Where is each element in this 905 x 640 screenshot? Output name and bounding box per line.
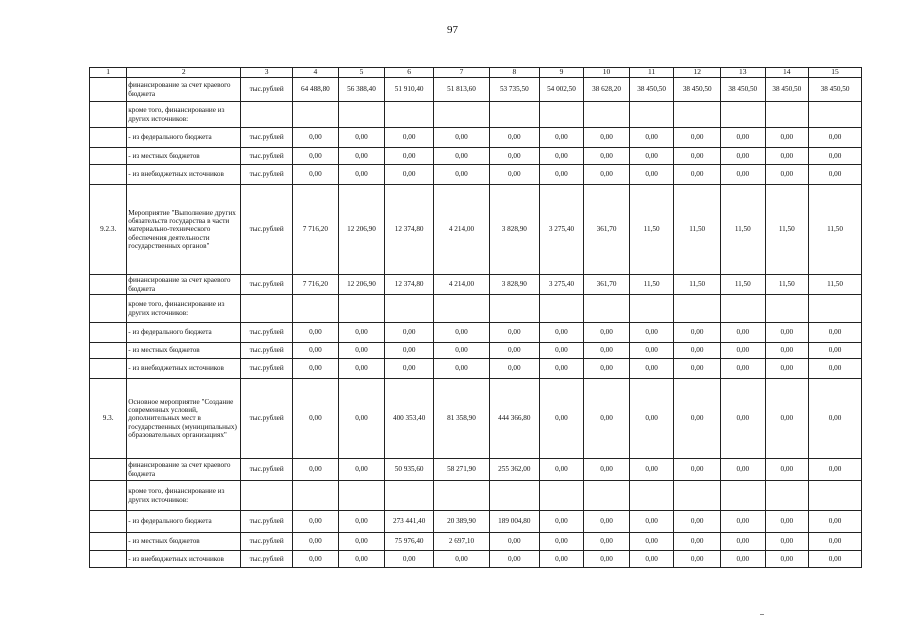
value-cell <box>809 295 862 323</box>
unit-cell: тыс.рублей <box>241 78 293 102</box>
item-name-cell: - из местных бюджетов <box>127 148 241 165</box>
value-cell: 11,50 <box>629 275 674 295</box>
value-cell: 11,50 <box>809 185 862 275</box>
value-cell: 0,00 <box>629 379 674 459</box>
item-name-cell: Мероприятие "Выполнение других обязательств государства в части материально-технического обеспечения деятельности государственных органов" <box>127 185 241 275</box>
value-cell: 38 450,50 <box>809 78 862 102</box>
item-number-cell <box>90 459 127 481</box>
value-cell: 0,00 <box>584 551 630 568</box>
item-number-cell: 9.3. <box>90 379 127 459</box>
value-cell <box>765 295 809 323</box>
value-cell: 0,00 <box>721 148 766 165</box>
value-cell: 54 002,50 <box>539 78 584 102</box>
value-cell: 3 275,40 <box>539 275 584 295</box>
value-cell: 0,00 <box>809 148 862 165</box>
value-cell: 11,50 <box>721 275 766 295</box>
value-cell: 0,00 <box>721 128 766 148</box>
value-cell <box>489 295 539 323</box>
value-cell <box>765 481 809 511</box>
value-cell <box>674 295 721 323</box>
item-name-cell: кроме того, финансирование из других источников: <box>127 295 241 323</box>
value-cell: 0,00 <box>809 533 862 551</box>
value-cell: 0,00 <box>539 511 584 533</box>
value-cell: 53 735,50 <box>489 78 539 102</box>
unit-cell: тыс.рублей <box>241 165 293 185</box>
value-cell: 0,00 <box>293 128 339 148</box>
value-cell: 11,50 <box>809 275 862 295</box>
item-number-cell <box>90 481 127 511</box>
value-cell: 0,00 <box>629 323 674 343</box>
table-row <box>90 128 862 148</box>
value-cell: 12 206,90 <box>338 275 385 295</box>
value-cell: 400 353,40 <box>385 379 434 459</box>
value-cell: 0,00 <box>338 165 385 185</box>
value-cell: 0,00 <box>539 533 584 551</box>
value-cell: 0,00 <box>765 343 809 359</box>
unit-cell <box>241 102 293 128</box>
column-number-row <box>90 68 862 78</box>
item-number-cell: 9.2.3. <box>90 185 127 275</box>
value-cell: 361,70 <box>584 275 630 295</box>
value-cell: 0,00 <box>338 379 385 459</box>
value-cell: 0,00 <box>721 533 766 551</box>
value-cell: 0,00 <box>674 551 721 568</box>
value-cell: 0,00 <box>674 165 721 185</box>
column-number-cell: 2 <box>127 68 241 78</box>
column-number-cell: 12 <box>674 68 721 78</box>
value-cell: 0,00 <box>489 323 539 343</box>
value-cell: 0,00 <box>765 379 809 459</box>
value-cell: 0,00 <box>584 359 630 379</box>
value-cell <box>434 102 490 128</box>
value-cell <box>385 102 434 128</box>
value-cell: 0,00 <box>539 359 584 379</box>
value-cell <box>539 295 584 323</box>
value-cell: 20 389,90 <box>434 511 490 533</box>
value-cell: 0,00 <box>809 511 862 533</box>
value-cell: 0,00 <box>721 379 766 459</box>
value-cell: 0,00 <box>539 128 584 148</box>
value-cell: 0,00 <box>584 459 630 481</box>
value-cell: 0,00 <box>584 343 630 359</box>
value-cell: 0,00 <box>809 551 862 568</box>
value-cell: 0,00 <box>434 359 490 379</box>
value-cell: 0,00 <box>809 323 862 343</box>
value-cell: 7 716,20 <box>293 185 339 275</box>
item-number-cell <box>90 323 127 343</box>
value-cell: 0,00 <box>765 165 809 185</box>
value-cell: 0,00 <box>434 343 490 359</box>
value-cell <box>721 481 766 511</box>
value-cell: 0,00 <box>539 551 584 568</box>
value-cell: 0,00 <box>584 128 630 148</box>
item-name-cell: кроме того, финансирование из других источников: <box>127 102 241 128</box>
value-cell <box>674 481 721 511</box>
value-cell <box>584 295 630 323</box>
value-cell: 51 813,60 <box>434 78 490 102</box>
value-cell: 0,00 <box>809 379 862 459</box>
value-cell <box>338 481 385 511</box>
value-cell <box>434 295 490 323</box>
value-cell: 58 271,90 <box>434 459 490 481</box>
value-cell: 0,00 <box>809 128 862 148</box>
value-cell: 0,00 <box>809 165 862 185</box>
value-cell: 0,00 <box>721 323 766 343</box>
value-cell <box>385 481 434 511</box>
value-cell: 0,00 <box>539 165 584 185</box>
value-cell <box>765 102 809 128</box>
value-cell: 0,00 <box>721 551 766 568</box>
value-cell: 0,00 <box>338 551 385 568</box>
item-name-cell: финансирование за счет краевого бюджета <box>127 275 241 295</box>
value-cell: 0,00 <box>385 359 434 379</box>
value-cell: 0,00 <box>385 128 434 148</box>
value-cell: 0,00 <box>539 343 584 359</box>
value-cell <box>721 102 766 128</box>
value-cell: 0,00 <box>584 379 630 459</box>
value-cell: 0,00 <box>809 343 862 359</box>
value-cell: 0,00 <box>338 511 385 533</box>
item-number-cell <box>90 343 127 359</box>
unit-cell <box>241 295 293 323</box>
item-name-cell: - из внебюджетных источников <box>127 551 241 568</box>
value-cell: 0,00 <box>629 551 674 568</box>
value-cell: 0,00 <box>293 148 339 165</box>
value-cell: 0,00 <box>629 459 674 481</box>
column-number-cell: 1 <box>90 68 127 78</box>
value-cell <box>809 481 862 511</box>
item-name-cell: финансирование за счет краевого бюджета <box>127 78 241 102</box>
table-row <box>90 533 862 551</box>
value-cell <box>629 295 674 323</box>
value-cell <box>809 102 862 128</box>
value-cell: 444 366,80 <box>489 379 539 459</box>
value-cell: 11,50 <box>674 185 721 275</box>
item-name-cell: - из федерального бюджета <box>127 128 241 148</box>
value-cell <box>338 295 385 323</box>
value-cell: 0,00 <box>629 343 674 359</box>
scan-mark <box>760 614 764 615</box>
value-cell: 0,00 <box>293 533 339 551</box>
value-cell <box>539 102 584 128</box>
value-cell: 0,00 <box>434 323 490 343</box>
value-cell: 0,00 <box>293 165 339 185</box>
item-number-cell <box>90 165 127 185</box>
value-cell <box>489 481 539 511</box>
value-cell: 0,00 <box>765 323 809 343</box>
value-cell: 38 628,20 <box>584 78 630 102</box>
item-name-cell: - из внебюджетных источников <box>127 359 241 379</box>
value-cell: 0,00 <box>489 343 539 359</box>
column-number-cell: 13 <box>721 68 766 78</box>
value-cell: 0,00 <box>385 551 434 568</box>
value-cell: 38 450,50 <box>674 78 721 102</box>
value-cell: 0,00 <box>489 359 539 379</box>
value-cell: 0,00 <box>584 533 630 551</box>
table-row <box>90 551 862 568</box>
value-cell: 38 450,50 <box>765 78 809 102</box>
value-cell: 0,00 <box>765 511 809 533</box>
value-cell: 0,00 <box>489 148 539 165</box>
value-cell: 0,00 <box>293 359 339 379</box>
value-cell: 56 388,40 <box>338 78 385 102</box>
column-number-cell: 4 <box>293 68 339 78</box>
value-cell: 0,00 <box>293 511 339 533</box>
value-cell: 38 450,50 <box>721 78 766 102</box>
value-cell <box>293 295 339 323</box>
value-cell <box>674 102 721 128</box>
value-cell: 0,00 <box>721 343 766 359</box>
value-cell: 11,50 <box>765 185 809 275</box>
column-number-cell: 3 <box>241 68 293 78</box>
value-cell: 12 374,80 <box>385 275 434 295</box>
item-number-cell <box>90 148 127 165</box>
value-cell <box>293 481 339 511</box>
value-cell: 0,00 <box>765 148 809 165</box>
item-number-cell <box>90 128 127 148</box>
value-cell: 255 362,00 <box>489 459 539 481</box>
unit-cell: тыс.рублей <box>241 323 293 343</box>
column-number-cell: 11 <box>629 68 674 78</box>
unit-cell <box>241 481 293 511</box>
value-cell: 0,00 <box>338 459 385 481</box>
value-cell: 0,00 <box>721 459 766 481</box>
item-name-cell: - из местных бюджетов <box>127 343 241 359</box>
value-cell: 0,00 <box>674 343 721 359</box>
value-cell: 0,00 <box>674 359 721 379</box>
table-row <box>90 481 862 511</box>
value-cell <box>721 295 766 323</box>
value-cell: 0,00 <box>674 379 721 459</box>
value-cell: 0,00 <box>434 128 490 148</box>
value-cell: 0,00 <box>674 459 721 481</box>
value-cell <box>629 481 674 511</box>
value-cell: 0,00 <box>338 359 385 379</box>
value-cell: 0,00 <box>584 148 630 165</box>
value-cell: 75 976,40 <box>385 533 434 551</box>
value-cell: 0,00 <box>539 323 584 343</box>
table-row <box>90 459 862 481</box>
value-cell: 0,00 <box>293 323 339 343</box>
value-cell: 0,00 <box>338 148 385 165</box>
item-number-cell <box>90 533 127 551</box>
value-cell: 50 935,60 <box>385 459 434 481</box>
value-cell: 38 450,50 <box>629 78 674 102</box>
value-cell: 0,00 <box>721 511 766 533</box>
value-cell: 7 716,20 <box>293 275 339 295</box>
table-row <box>90 379 862 459</box>
budget-table <box>89 67 862 568</box>
value-cell <box>629 102 674 128</box>
value-cell: 0,00 <box>293 379 339 459</box>
value-cell: 0,00 <box>765 533 809 551</box>
item-number-cell <box>90 551 127 568</box>
item-name-cell: - из федерального бюджета <box>127 323 241 343</box>
unit-cell: тыс.рублей <box>241 379 293 459</box>
value-cell: 0,00 <box>674 511 721 533</box>
item-name-cell: - из местных бюджетов <box>127 533 241 551</box>
column-number-cell: 14 <box>765 68 809 78</box>
value-cell: 0,00 <box>489 533 539 551</box>
value-cell: 0,00 <box>434 165 490 185</box>
value-cell: 0,00 <box>385 323 434 343</box>
value-cell: 0,00 <box>338 323 385 343</box>
value-cell: 0,00 <box>629 148 674 165</box>
value-cell: 12 206,90 <box>338 185 385 275</box>
table-row <box>90 343 862 359</box>
column-number-cell: 5 <box>338 68 385 78</box>
value-cell: 0,00 <box>434 148 490 165</box>
value-cell: 0,00 <box>674 533 721 551</box>
item-name-cell: - из федерального бюджета <box>127 511 241 533</box>
table-row <box>90 275 862 295</box>
unit-cell: тыс.рублей <box>241 128 293 148</box>
value-cell <box>584 481 630 511</box>
value-cell: 12 374,80 <box>385 185 434 275</box>
value-cell: 0,00 <box>584 323 630 343</box>
value-cell: 0,00 <box>629 128 674 148</box>
value-cell: 11,50 <box>629 185 674 275</box>
column-number-cell: 6 <box>385 68 434 78</box>
value-cell <box>539 481 584 511</box>
value-cell: 0,00 <box>765 459 809 481</box>
value-cell: 0,00 <box>674 323 721 343</box>
value-cell <box>584 102 630 128</box>
unit-cell: тыс.рублей <box>241 343 293 359</box>
value-cell: 4 214,00 <box>434 185 490 275</box>
value-cell: 0,00 <box>539 379 584 459</box>
value-cell: 0,00 <box>385 343 434 359</box>
item-name-cell: кроме того, финансирование из других источников: <box>127 481 241 511</box>
value-cell: 64 488,80 <box>293 78 339 102</box>
page-number: 97 <box>447 24 458 36</box>
value-cell: 3 828,90 <box>489 185 539 275</box>
item-number-cell <box>90 511 127 533</box>
value-cell: 51 910,40 <box>385 78 434 102</box>
value-cell: 0,00 <box>584 511 630 533</box>
value-cell: 0,00 <box>338 343 385 359</box>
table-row <box>90 165 862 185</box>
value-cell <box>338 102 385 128</box>
table-row <box>90 295 862 323</box>
value-cell: 0,00 <box>338 533 385 551</box>
column-number-cell: 9 <box>539 68 584 78</box>
value-cell: 0,00 <box>721 165 766 185</box>
value-cell: 0,00 <box>765 128 809 148</box>
value-cell: 81 358,90 <box>434 379 490 459</box>
item-number-cell <box>90 359 127 379</box>
item-number-cell <box>90 78 127 102</box>
value-cell: 0,00 <box>629 511 674 533</box>
value-cell: 0,00 <box>629 533 674 551</box>
table-row <box>90 185 862 275</box>
unit-cell: тыс.рублей <box>241 275 293 295</box>
value-cell: 361,70 <box>584 185 630 275</box>
value-cell: 4 214,00 <box>434 275 490 295</box>
value-cell <box>434 481 490 511</box>
value-cell: 0,00 <box>674 128 721 148</box>
value-cell: 11,50 <box>765 275 809 295</box>
value-cell: 2 697,10 <box>434 533 490 551</box>
value-cell: 0,00 <box>489 551 539 568</box>
value-cell: 0,00 <box>539 459 584 481</box>
value-cell: 0,00 <box>765 551 809 568</box>
value-cell: 0,00 <box>293 459 339 481</box>
value-cell: 11,50 <box>674 275 721 295</box>
value-cell: 0,00 <box>721 359 766 379</box>
unit-cell: тыс.рублей <box>241 511 293 533</box>
value-cell: 0,00 <box>338 128 385 148</box>
item-name-cell: финансирование за счет краевого бюджета <box>127 459 241 481</box>
value-cell: 0,00 <box>489 165 539 185</box>
item-number-cell <box>90 275 127 295</box>
table-row <box>90 511 862 533</box>
value-cell: 11,50 <box>721 185 766 275</box>
unit-cell: тыс.рублей <box>241 148 293 165</box>
value-cell: 3 828,90 <box>489 275 539 295</box>
column-number-cell: 15 <box>809 68 862 78</box>
value-cell: 0,00 <box>765 359 809 379</box>
table-row <box>90 323 862 343</box>
value-cell <box>293 102 339 128</box>
column-number-cell: 7 <box>434 68 490 78</box>
value-cell: 0,00 <box>293 551 339 568</box>
item-name-cell: - из внебюджетных источников <box>127 165 241 185</box>
value-cell: 0,00 <box>539 148 584 165</box>
value-cell <box>489 102 539 128</box>
value-cell: 189 004,80 <box>489 511 539 533</box>
table-row <box>90 359 862 379</box>
value-cell: 0,00 <box>293 343 339 359</box>
value-cell: 0,00 <box>629 165 674 185</box>
column-number-cell: 8 <box>489 68 539 78</box>
item-number-cell <box>90 295 127 323</box>
item-name-cell: Основное мероприятие "Создание современных условий, дополнительных мест в государственных (муниципальных) образовательных организациях" <box>127 379 241 459</box>
value-cell: 0,00 <box>674 148 721 165</box>
column-number-cell: 10 <box>584 68 630 78</box>
value-cell: 0,00 <box>629 359 674 379</box>
value-cell: 0,00 <box>809 359 862 379</box>
value-cell: 0,00 <box>584 165 630 185</box>
unit-cell: тыс.рублей <box>241 185 293 275</box>
unit-cell: тыс.рублей <box>241 551 293 568</box>
unit-cell: тыс.рублей <box>241 459 293 481</box>
value-cell: 0,00 <box>385 165 434 185</box>
value-cell <box>385 295 434 323</box>
table-row <box>90 102 862 128</box>
table-row <box>90 78 862 102</box>
value-cell: 0,00 <box>434 551 490 568</box>
value-cell: 0,00 <box>385 148 434 165</box>
value-cell: 3 275,40 <box>539 185 584 275</box>
unit-cell: тыс.рублей <box>241 359 293 379</box>
value-cell: 0,00 <box>489 128 539 148</box>
unit-cell: тыс.рублей <box>241 533 293 551</box>
value-cell: 273 441,40 <box>385 511 434 533</box>
value-cell: 0,00 <box>809 459 862 481</box>
table-row <box>90 148 862 165</box>
item-number-cell <box>90 102 127 128</box>
